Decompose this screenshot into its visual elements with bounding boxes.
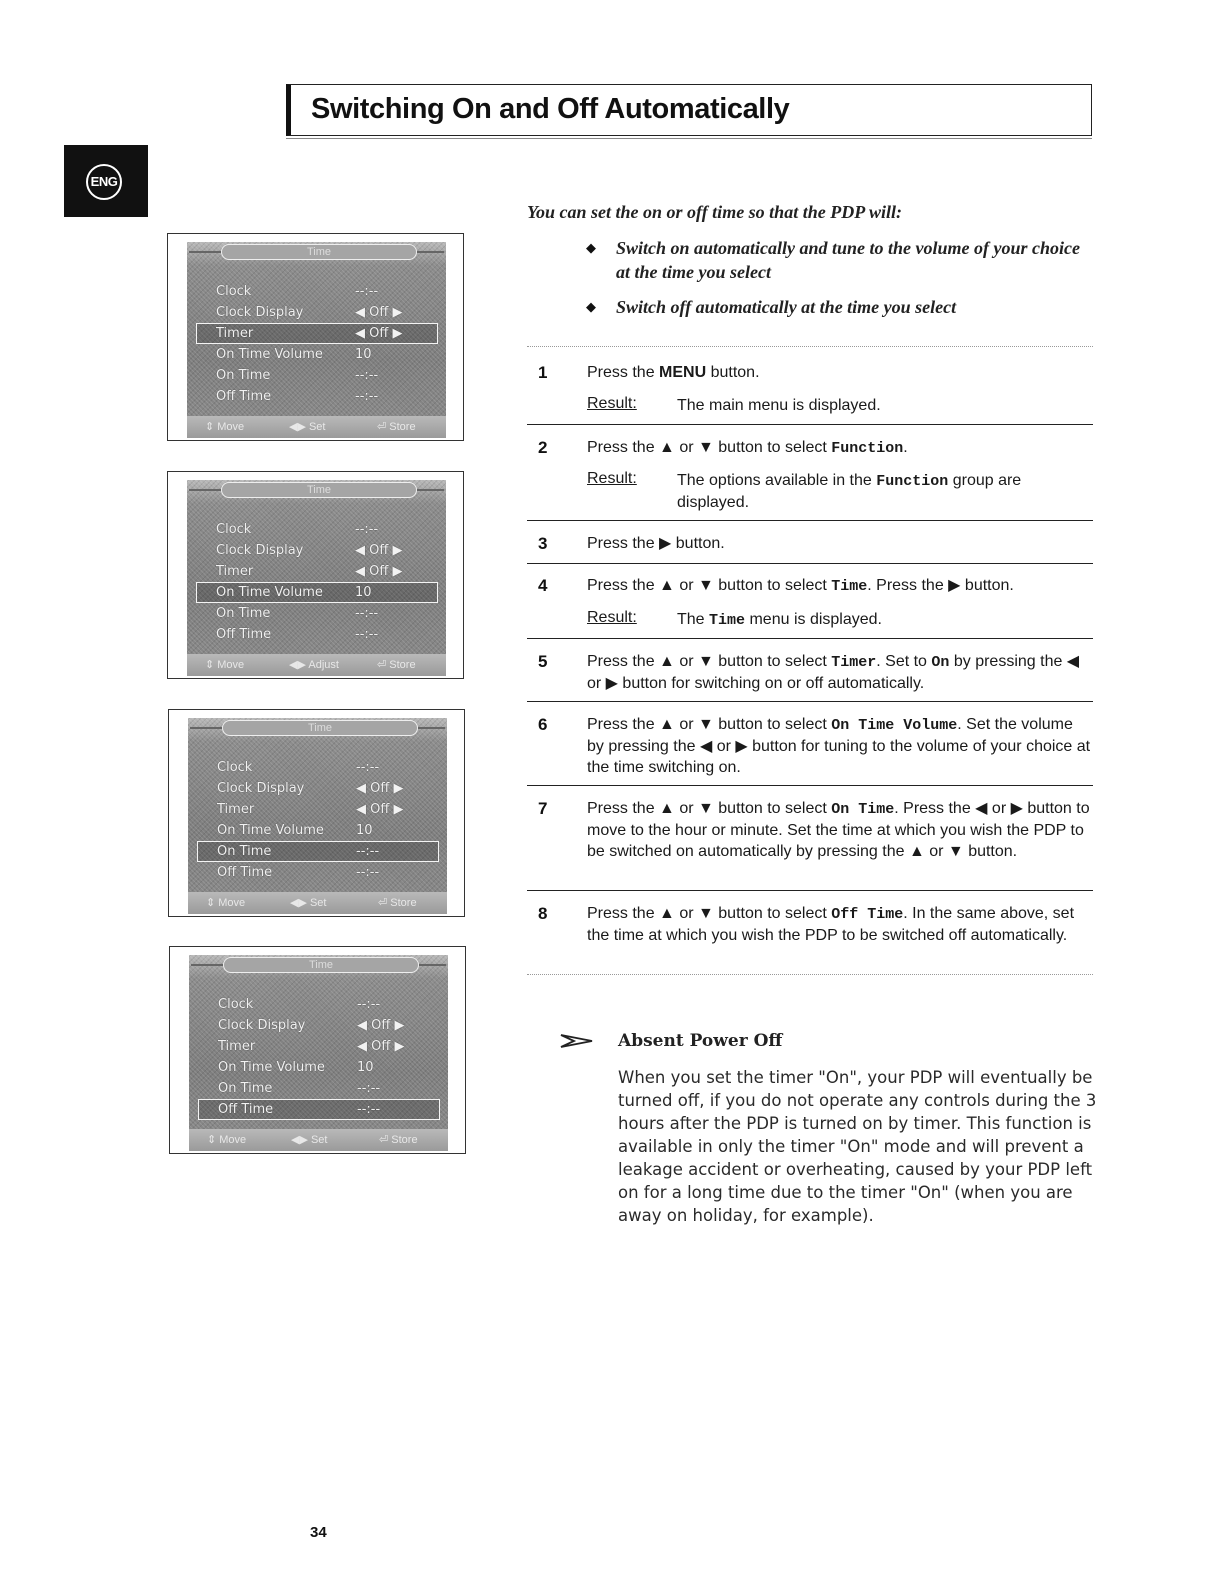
osd-menu-item	[197, 282, 437, 301]
step-text: Press the ▲ or ▼ button to select On Time. Press the ◀ or ▶ button to move to the hour or minute. Set the time at which you wish the PDP to be switched on automatically by pressing the ▲ or ▼ button.	[587, 800, 1090, 860]
osd-item-value: 10	[355, 347, 372, 362]
osd-item-value: --:--	[357, 1102, 381, 1117]
osd-menu-item	[198, 758, 438, 777]
osd-screenshot-4	[169, 946, 466, 1154]
step-number: 1	[538, 363, 548, 382]
osd-item-label: Clock	[218, 997, 254, 1012]
result-label: Result:	[587, 609, 637, 626]
osd-item-value: ◀ Off ▶	[357, 1039, 405, 1054]
osd-item-label: Timer	[217, 802, 255, 817]
title-underline	[286, 138, 1092, 139]
osd-footer-hint: ◀▶ Set	[289, 421, 326, 433]
step-text: Press the ▲ or ▼ button to select Off Time. In the same above, set the time at which you wish the PDP to be switched off automatically.	[587, 905, 1075, 944]
osd-menu-item	[198, 863, 438, 882]
osd-item-label: Clock	[216, 284, 252, 299]
result-text: The main menu is displayed.	[677, 397, 881, 414]
step-number: 8	[538, 904, 548, 923]
osd-item-value: --:--	[357, 997, 381, 1012]
osd-item-label: Off Time	[218, 1102, 274, 1117]
osd-item-value: 10	[355, 585, 372, 600]
language-tab	[64, 145, 148, 217]
step-divider	[527, 701, 1093, 702]
osd-item-value: ◀ Off ▶	[356, 802, 404, 817]
result-label: Result:	[587, 395, 637, 412]
result-label: Result:	[587, 470, 637, 487]
step-number: 2	[538, 438, 548, 457]
osd-menu-item	[197, 345, 437, 364]
step-number: 5	[538, 652, 548, 671]
osd-item-value: --:--	[355, 606, 379, 621]
osd-menu-item	[197, 562, 437, 581]
osd-item-value: ◀ Off ▶	[355, 305, 403, 320]
osd-item-value: ◀ Off ▶	[356, 781, 404, 796]
osd-menu-item	[199, 995, 439, 1014]
osd-menu-item	[198, 779, 438, 798]
osd-menu-item	[198, 842, 438, 861]
step-divider	[527, 424, 1093, 425]
step-text: Press the ▲ or ▼ button to select Function.	[587, 439, 908, 457]
section-divider	[527, 346, 1093, 347]
osd-title: Time	[222, 720, 418, 736]
osd-menu-item	[197, 366, 437, 385]
step-number: 3	[538, 534, 548, 553]
osd-screenshot-2	[167, 471, 464, 679]
osd-item-value: 10	[357, 1060, 374, 1075]
osd-item-value: --:--	[356, 865, 380, 880]
osd-item-value: ◀ Off ▶	[357, 1018, 405, 1033]
osd-footer	[189, 1129, 448, 1151]
osd-footer-hint: ⏎ Store	[377, 421, 416, 433]
osd-item-value: --:--	[355, 389, 379, 404]
step-number: 6	[538, 715, 548, 734]
osd-menu	[188, 718, 447, 914]
osd-menu-item	[197, 520, 437, 539]
osd-menu	[187, 480, 446, 676]
osd-footer-hint: ◀▶ Set	[290, 897, 327, 909]
osd-item-label: On Time Volume	[217, 823, 324, 838]
osd-menu-item	[198, 821, 438, 840]
osd-item-label: On Time	[217, 844, 272, 859]
osd-footer-hint: ⇕ Move	[205, 421, 245, 433]
step-text: Press the ▲ or ▼ button to select On Time Volume. Set the volume by pressing the ◀ or ▶ button for tuning to the volume of your choice at the time switching on.	[587, 716, 1091, 776]
step-text: Press the ▲ or ▼ button to select Time. Press the ▶ button.	[587, 577, 1014, 595]
osd-menu	[187, 242, 446, 438]
step-number: 4	[538, 576, 548, 595]
result-text: The Time menu is displayed.	[677, 611, 882, 629]
osd-item-label: Off Time	[216, 627, 272, 642]
step-divider	[527, 890, 1093, 891]
osd-footer	[188, 892, 447, 914]
osd-footer	[187, 654, 446, 676]
language-badge: ENG	[86, 164, 122, 200]
osd-menu-item	[197, 387, 437, 406]
osd-menu	[189, 955, 448, 1151]
osd-item-label: On Time Volume	[216, 585, 323, 600]
diamond-bullet-icon: ◆	[586, 299, 596, 314]
osd-item-label: Clock	[217, 760, 253, 775]
osd-item-value: ◀ Off ▶	[355, 543, 403, 558]
step-divider	[527, 638, 1093, 639]
osd-item-label: Off Time	[217, 865, 273, 880]
osd-item-value: --:--	[356, 844, 380, 859]
osd-title: Time	[221, 482, 417, 498]
page-number: 34	[310, 1524, 327, 1541]
intro-bullet: Switch on automatically and tune to the volume of your choice at the time you select	[616, 238, 1081, 282]
osd-item-label: Clock Display	[216, 305, 304, 320]
osd-item-label: On Time Volume	[216, 347, 323, 362]
osd-screenshot-1	[167, 233, 464, 441]
osd-footer-hint: ⏎ Store	[378, 897, 417, 909]
intro-bullet: Switch off automatically at the time you select	[616, 297, 957, 317]
osd-item-label: On Time	[216, 368, 271, 383]
page-title: Switching On and Off Automatically	[311, 93, 790, 125]
intro-lead: You can set the on or off time so that the PDP will:	[527, 202, 903, 222]
step-number: 7	[538, 799, 548, 818]
osd-menu-item	[199, 1016, 439, 1035]
step-text: Press the ▲ or ▼ button to select Timer. Set to On by pressing the ◀ or ▶ button for switching on or off automatically.	[587, 653, 1080, 692]
osd-menu-item	[197, 583, 437, 602]
osd-menu-item	[197, 604, 437, 623]
step-divider	[527, 520, 1093, 521]
osd-item-label: Clock Display	[217, 781, 305, 796]
osd-menu-item	[197, 324, 437, 343]
step-divider	[527, 563, 1093, 564]
osd-footer-hint: ⇕ Move	[207, 1134, 247, 1146]
note-arrow-icon	[560, 1032, 594, 1050]
osd-item-value: --:--	[356, 760, 380, 775]
note-title: Absent Power Off	[618, 1031, 783, 1051]
osd-title: Time	[223, 957, 419, 973]
osd-item-value: ◀ Off ▶	[355, 564, 403, 579]
note-body: When you set the timer "On", your PDP will eventually be turned off, if you do not operate any controls during the 3 hours after the PDP is turned on by timer. This function is available in only the timer "On" mode and will prevent a leakage accident or overheating, caused by your PDP left on for a long time due to the timer "On" (when you are away on holiday, for example).	[618, 1068, 1097, 1225]
section-divider	[527, 974, 1093, 975]
step-divider	[527, 785, 1093, 786]
osd-item-value: --:--	[355, 522, 379, 537]
osd-menu-item	[199, 1058, 439, 1077]
osd-footer-hint: ⏎ Store	[377, 659, 416, 671]
osd-item-label: On Time	[216, 606, 271, 621]
osd-item-value: --:--	[355, 627, 379, 642]
osd-footer-hint: ⇕ Move	[205, 659, 245, 671]
osd-item-label: On Time	[218, 1081, 273, 1096]
osd-title: Time	[221, 244, 417, 260]
osd-item-value: --:--	[355, 368, 379, 383]
result-text: The options available in the Function group are displayed.	[677, 472, 1022, 511]
osd-item-label: Off Time	[216, 389, 272, 404]
osd-item-value: ◀ Off ▶	[355, 326, 403, 341]
osd-menu-item	[197, 625, 437, 644]
osd-item-label: Clock Display	[218, 1018, 306, 1033]
osd-menu-item	[199, 1100, 439, 1119]
osd-item-label: On Time Volume	[218, 1060, 325, 1075]
osd-item-label: Clock	[216, 522, 252, 537]
osd-item-label: Clock Display	[216, 543, 304, 558]
step-text: Press the MENU button.	[587, 364, 760, 381]
osd-menu-item	[199, 1079, 439, 1098]
osd-footer	[187, 416, 446, 438]
osd-item-value: --:--	[357, 1081, 381, 1096]
osd-footer-hint: ◀▶ Set	[291, 1134, 328, 1146]
osd-footer-hint: ◀▶ Adjust	[289, 659, 339, 671]
osd-menu-item	[199, 1037, 439, 1056]
osd-footer-hint: ⏎ Store	[379, 1134, 418, 1146]
osd-menu-item	[197, 303, 437, 322]
osd-item-label: Timer	[216, 564, 254, 579]
osd-item-value: --:--	[355, 284, 379, 299]
osd-item-value: 10	[356, 823, 373, 838]
osd-menu-item	[198, 800, 438, 819]
osd-item-label: Timer	[218, 1039, 256, 1054]
page-title-box	[286, 84, 1092, 136]
step-text: Press the ▶ button.	[587, 535, 725, 552]
osd-menu-item	[197, 541, 437, 560]
osd-item-label: Timer	[216, 326, 254, 341]
osd-footer-hint: ⇕ Move	[206, 897, 246, 909]
osd-screenshot-3	[168, 709, 465, 917]
diamond-bullet-icon: ◆	[586, 240, 596, 255]
